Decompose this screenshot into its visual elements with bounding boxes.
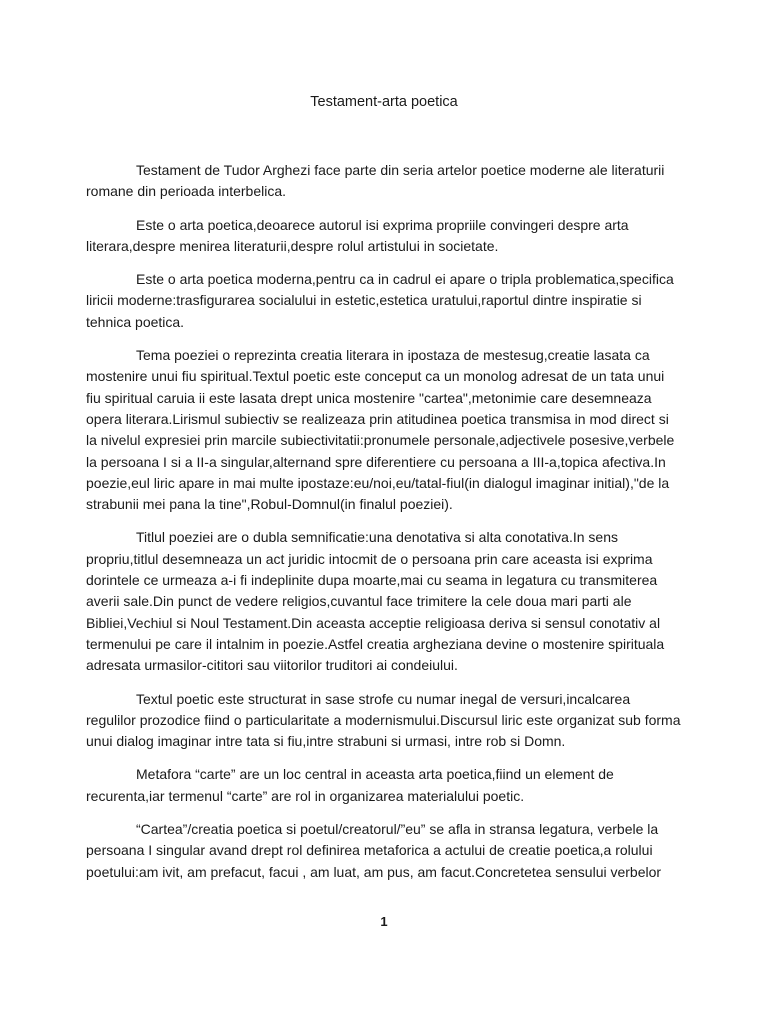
paragraph-5: Titlul poeziei are o dubla semnificatie:una denotativa si alta conotativa.In sens propriu,titlul desemneaza un act juridic intocmit de o persoana prin care aceasta isi exprima dorintele ce urmeaza a-i fi indeplinite dupa moarte,mai cu seama in legatura cu transmiterea averii sale.Din punct de vedere religios,cuvantul face trimitere la cele doua mari parti ale Bibliei,Vechiul si Noul Testament.Din aceasta acceptie religioasa deriva si sensul conotativ al termenului pe care il intalnim in poezie.Astfel creatia argheziana devine o mostenire spirituala adresata urmasilor-cititori sau viitorilor truditori ai condeiului. [86, 529, 665, 674]
document-title: Testament-arta poetica [310, 94, 458, 110]
paragraph-3: Este o arta poetica moderna,pentru ca in cadrul ei apare o tripla problematica,specifica liricii moderne:trasfigurarea socialului in estetic,estetica uratului,raportul dintre inspiratie si tehnica poetica. [86, 271, 674, 330]
page-number: 1 [380, 914, 388, 929]
paragraph-6: Textul poetic este structurat in sase strofe cu numar inegal de versuri,incalcarea regulilor prozodice fiind o particularitate a modernismului.Discursul liric este organizat sub forma unui dialog imaginar intre tata si fiu,intre strabuni si urmasi, intre rob si Domn. [86, 690, 681, 750]
paragraph-1: Testament de Tudor Arghezi face parte din seria artelor poetice moderne ale literaturii romane din perioada interbelica. [86, 162, 665, 200]
document-body [86, 160, 682, 895]
paragraph-7: Metafora “carte” are un loc central in aceasta arta poetica,fiind un element de recurenta,iar termenul “carte” are rol in organizarea materialului poetic. [86, 766, 614, 804]
paragraph-8: “Cartea”/creatia poetica si poetul/creatorul/”eu” se afla in stransa legatura, verbele la persoana I singular avand drept rol definirea metaforica a actului de creatie poetica,a rolului poetului:am ivit, am prefacut, facui , am luat, am pus, am facut.Concretetea sensului verbelor [86, 821, 662, 880]
paragraph-2: Este o arta poetica,deoarece autorul isi exprima propriile convingeri despre arta literara,despre menirea literaturii,despre rolul artistului in societate. [86, 216, 629, 254]
paragraph-4: Tema poeziei o reprezinta creatia literara in ipostaza de mestesug,creatie lasata ca mostenire unui fiu spiritual.Textul poetic este conceput ca un monolog adresat de un tata unui fiu spiritual caruia ii este lasata drept unica mostenire "cartea",metonimie care desemneaza opera literara.Lirismul subiectiv se realizeaza prin atitudinea poetica transmisa in mod direct si la nivelul expresiei prin marcile subiectivitatii:pronumele personale,adjectivele posesive,verbele la persoana I si a II-a singular,alternand spre diferentiere cu persoana a III-a,topica afectiva.In poezie,eul liric apare in mai multe ipostaze:eu/noi,eu/tatal-fiul(in dialogul imaginar initial),"de la strabunii mei pana la tine",Robul-Domnul(in finalul poeziei). [86, 347, 675, 513]
